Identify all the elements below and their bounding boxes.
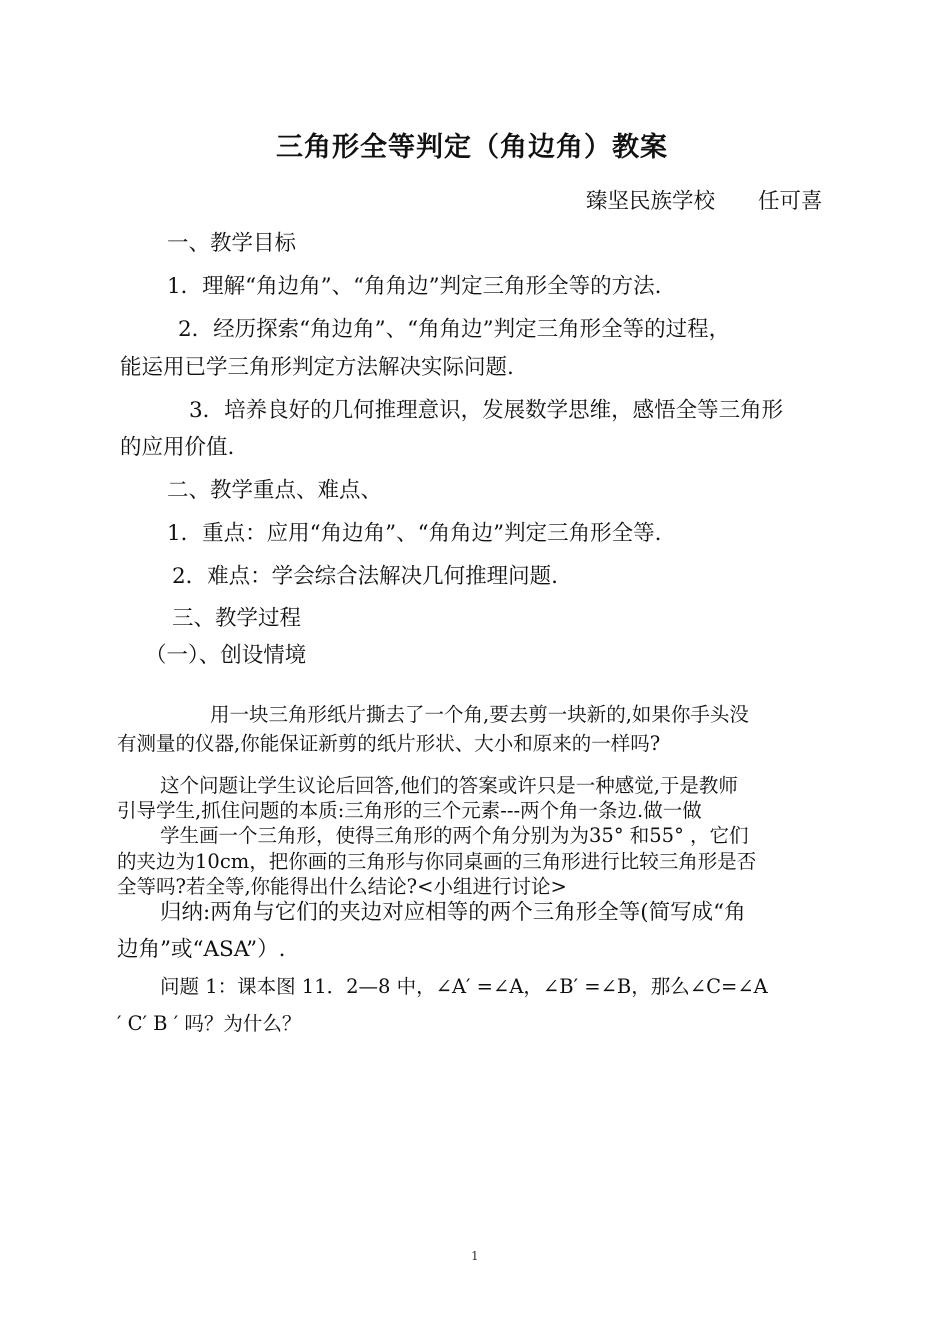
scenario-line-2: 有测量的仪器,你能保证新剪的纸片形状、大小和原来的一样吗? (117, 732, 661, 755)
question-1-line-1: 问题 1：课本图 11．2—8 中，∠A′ =∠A，∠B′ =∠B，那么∠C=∠A (160, 975, 768, 998)
question-1-line-2: ′ C′ B ′ 吗？为什么？ (117, 1012, 302, 1035)
subsection-heading-scenario: （一）、创设情境 (145, 643, 307, 668)
page-number: 1 (471, 1249, 479, 1263)
difficulty: 2．难点：学会综合法解决几何推理问题. (172, 564, 559, 589)
summary-line-1: 归纳:两角与它们的夹边对应相等的两个三角形全等(简写成“角 (160, 900, 746, 925)
summary-line-2: 边角”或“ASA”）. (117, 937, 286, 962)
key-point: 1．重点：应用“角边角”、“角角边”判定三角形全等. (167, 521, 662, 546)
goal-1: 1．理解“角边角”、“角角边”判定三角形全等的方法. (167, 274, 662, 299)
scenario-line-1: 用一块三角形纸片撕去了一个角,要去剪一块新的,如果你手头没 (210, 703, 749, 726)
activity-line-1: 学生画一个三角形，使得三角形的两个角分别为为35° 和55° ，它们 (160, 824, 749, 847)
goal-2-line-2: 能运用已学三角形判定方法解决实际问题. (120, 355, 514, 380)
section-heading-key-points: 二、教学重点、难点、 (167, 478, 383, 503)
discussion-line-1: 这个问题让学生议论后回答,他们的答案或许只是一种感觉,于是教师 (160, 774, 738, 797)
activity-line-2: 的夹边为10cm，把你画的三角形与你同桌画的三角形进行比较三角形是否 (117, 850, 757, 873)
discussion-line-2: 引导学生,抓住问题的本质:三角形的三个元素---两个角一条边.做一做 (117, 799, 702, 822)
goal-3-line-1: 3．培养良好的几何推理意识，发展数学思维，感悟全等三角形 (189, 398, 784, 423)
activity-line-3: 全等吗?若全等,你能得出什么结论?<小组进行讨论> (117, 875, 567, 898)
section-heading-process: 三、教学过程 (172, 606, 302, 631)
author-line: 臻坚民族学校 任可喜 (586, 189, 823, 214)
goal-3-line-2: 的应用价值. (120, 435, 235, 460)
section-heading-goals: 一、教学目标 (167, 231, 297, 256)
goal-2-line-1: 2．经历探索“角边角”、“角角边”判定三角形全等的过程， (178, 317, 731, 342)
page-title: 三角形全等判定（角边角）教案 (276, 132, 668, 163)
